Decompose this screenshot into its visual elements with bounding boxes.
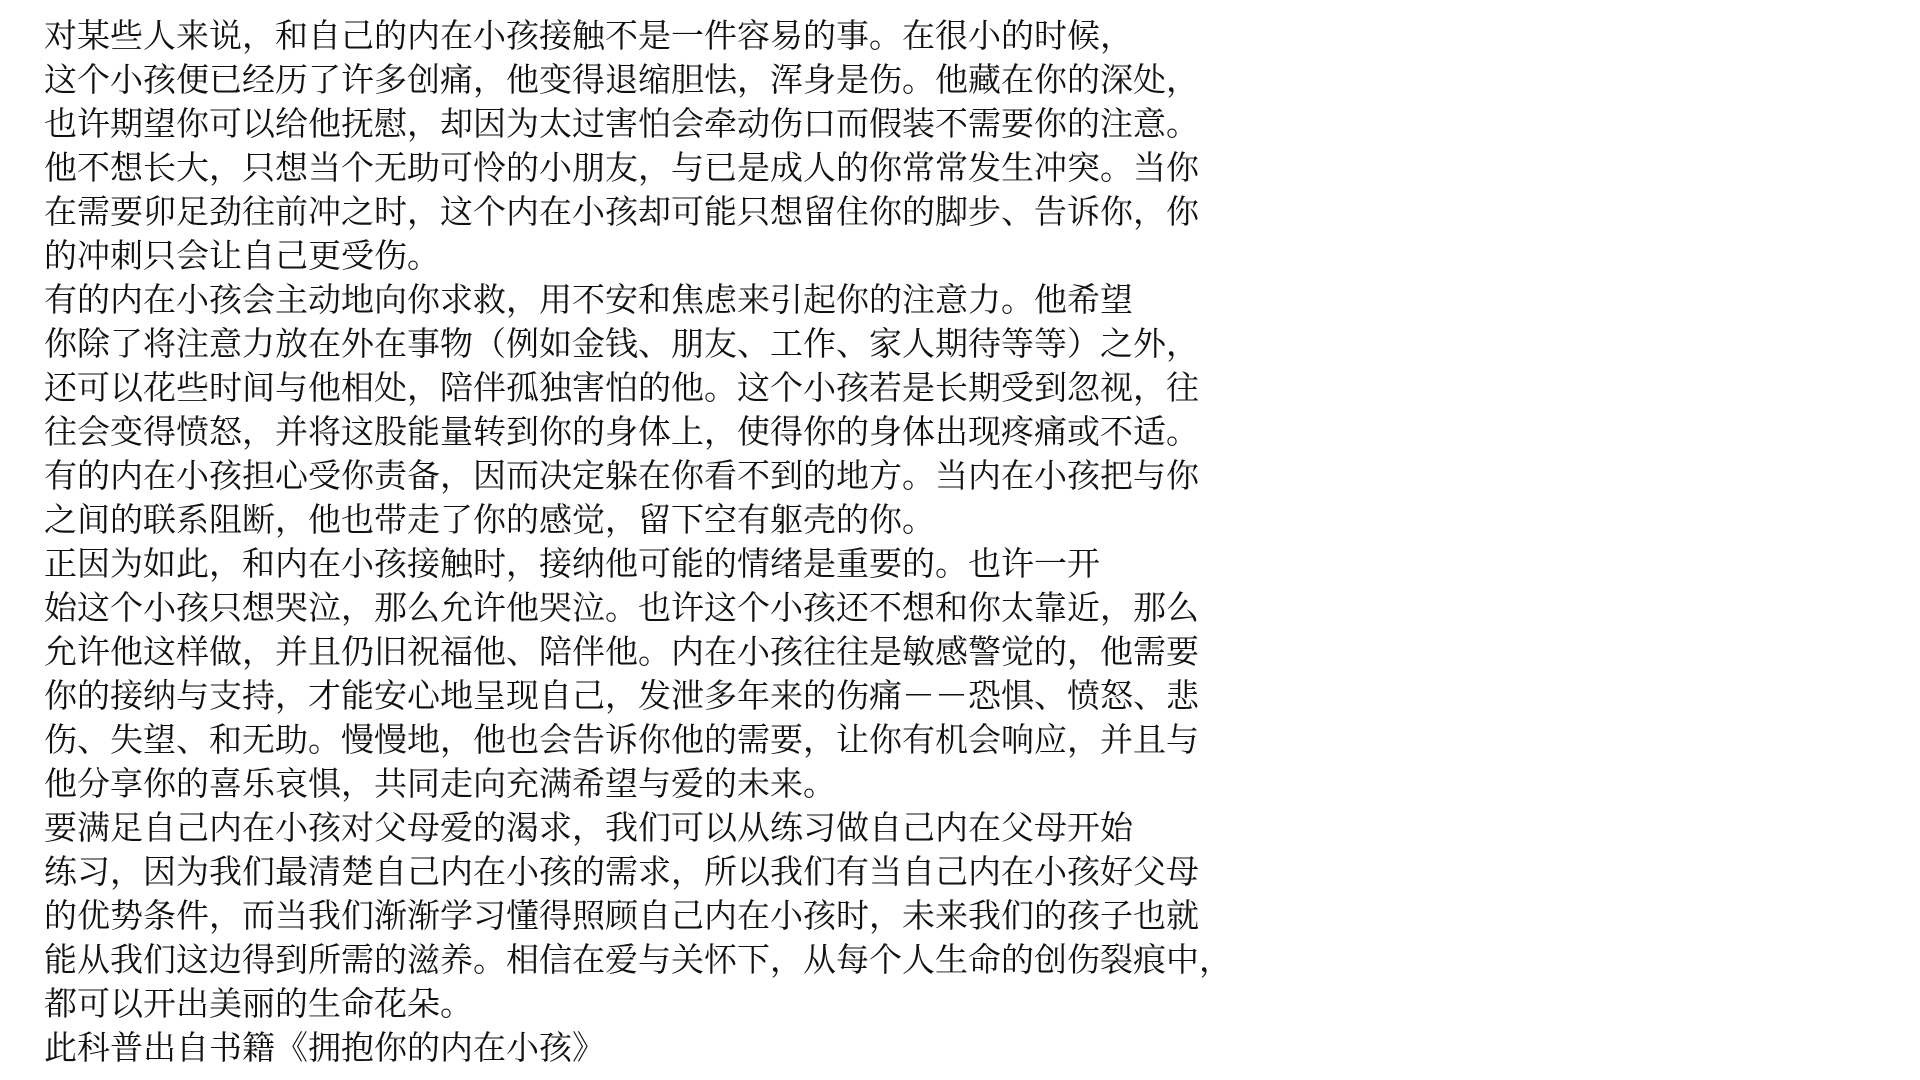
text-line: 你除了将注意力放在外在事物（例如金钱、朋友、工作、家人期待等等）之外， xyxy=(44,324,1199,363)
text-line: 的冲刺只会让自己更受伤。 xyxy=(44,236,440,275)
text-line: 正因为如此，和内在小孩接触时，接纳他可能的情绪是重要的。也许一开 xyxy=(44,544,1100,583)
source-citation: 此科普出自书籍《拥抱你的内在小孩》 xyxy=(44,1028,605,1067)
text-line: 往会变得愤怒，并将这股能量转到你的身体上，使得你的身体出现疼痛或不适。 xyxy=(44,412,1199,451)
text-line: 还可以花些时间与他相处，陪伴孤独害怕的他。这个小孩若是长期受到忽视，往 xyxy=(44,368,1199,407)
text-line: 他不想长大，只想当个无助可怜的小朋友，与已是成人的你常常发生冲突。当你 xyxy=(44,148,1199,187)
text-line: 能从我们这边得到所需的滋养。相信在爱与关怀下，从每个人生命的创伤裂痕中， xyxy=(44,940,1232,979)
text-line: 始这个小孩只想哭泣，那么允许他哭泣。也许这个小孩还不想和你太靠近，那么 xyxy=(44,588,1199,627)
text-line: 也许期望你可以给他抚慰，却因为太过害怕会牵动伤口而假装不需要你的注意。 xyxy=(44,104,1199,143)
text-line: 伤、失望、和无助。慢慢地，他也会告诉你他的需要，让你有机会响应，并且与 xyxy=(44,720,1199,759)
text-line: 这个小孩便已经历了许多创痛，他变得退缩胆怯，浑身是伤。他藏在你的深处， xyxy=(44,60,1199,99)
text-line: 你的接纳与支持，才能安心地呈现自己，发泄多年来的伤痛－－恐惧、愤怒、悲 xyxy=(44,676,1199,715)
text-line: 都可以开出美丽的生命花朵。 xyxy=(44,984,473,1023)
text-line: 的优势条件，而当我们渐渐学习懂得照顾自己内在小孩时，未来我们的孩子也就 xyxy=(44,896,1199,935)
text-line: 有的内在小孩担心受你责备，因而决定躲在你看不到的地方。当内在小孩把与你 xyxy=(44,456,1199,495)
text-line: 要满足自己内在小孩对父母爱的渴求，我们可以从练习做自己内在父母开始 xyxy=(44,808,1133,847)
text-line: 有的内在小孩会主动地向你求救，用不安和焦虑来引起你的注意力。他希望 xyxy=(44,280,1133,319)
text-line: 他分享你的喜乐哀惧，共同走向充满希望与爱的未来。 xyxy=(44,764,836,803)
text-line: 允许他这样做，并且仍旧祝福他、陪伴他。内在小孩往往是敏感警觉的，他需要 xyxy=(44,632,1199,671)
text-line: 之间的联系阻断，他也带走了你的感觉，留下空有躯壳的你。 xyxy=(44,500,935,539)
text-line: 对某些人来说，和自己的内在小孩接触不是一件容易的事。在很小的时候， xyxy=(44,16,1133,55)
document-body xyxy=(44,14,1444,1070)
text-line: 练习，因为我们最清楚自己内在小孩的需求，所以我们有当自己内在小孩好父母 xyxy=(44,852,1199,891)
text-line: 在需要卯足劲往前冲之时，这个内在小孩却可能只想留住你的脚步、告诉你，你 xyxy=(44,192,1199,231)
